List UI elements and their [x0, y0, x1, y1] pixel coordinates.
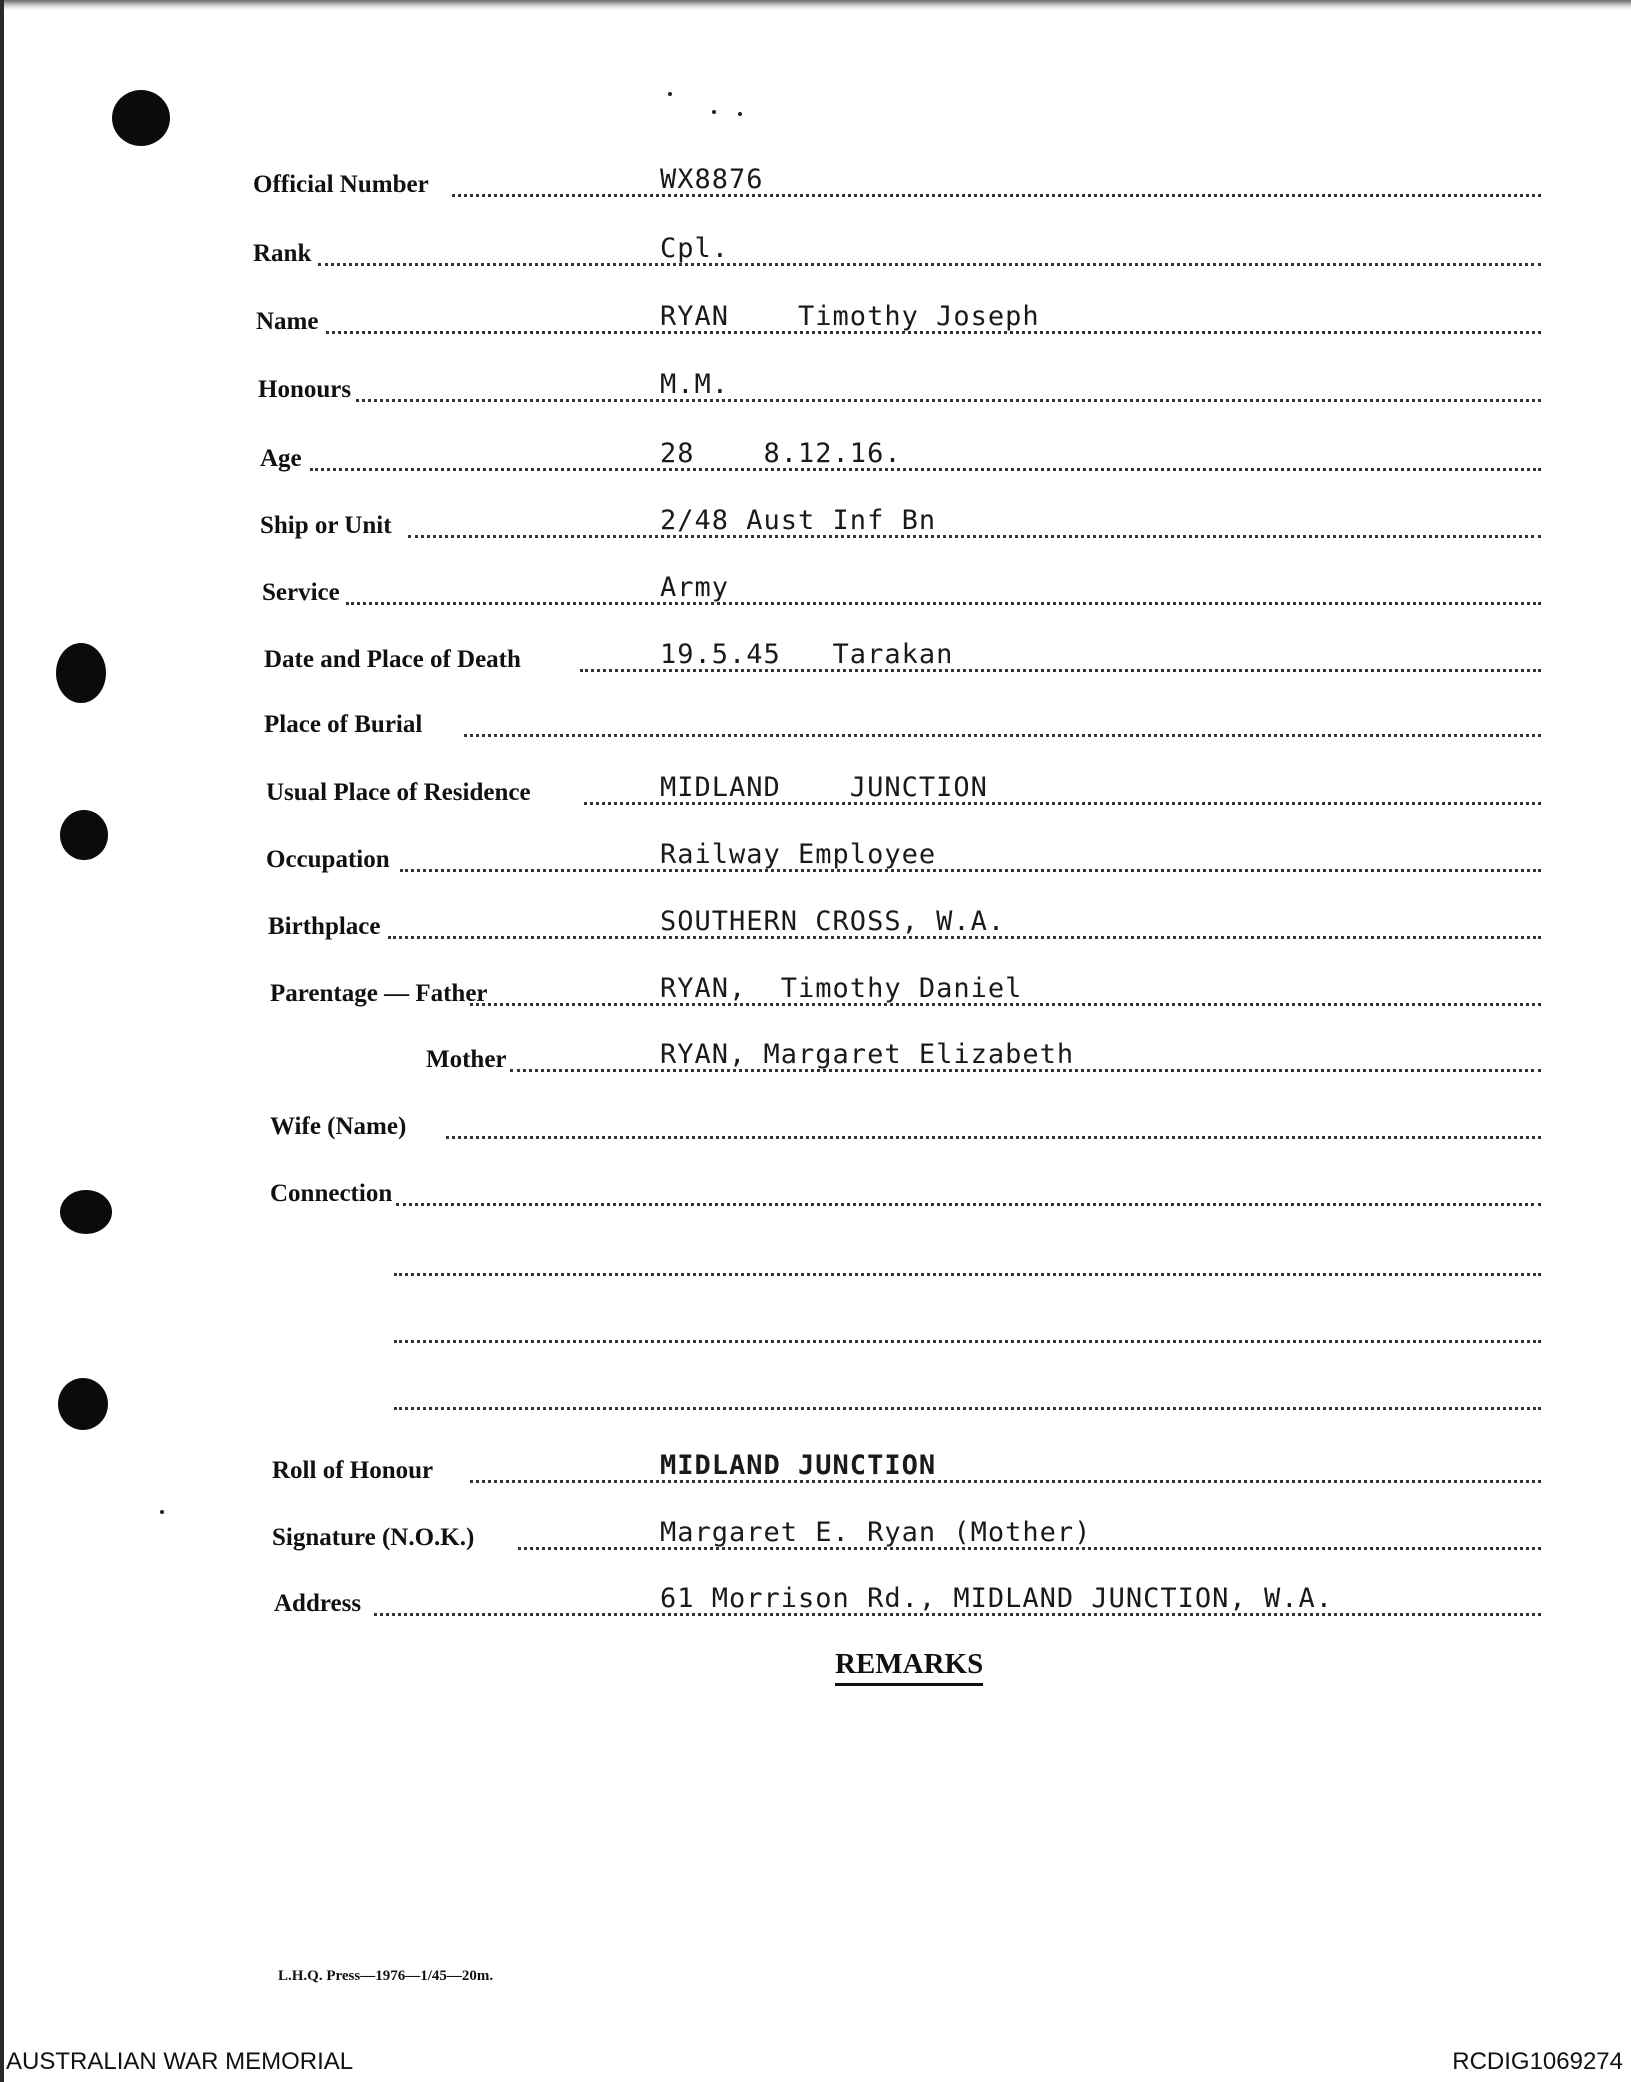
fill-line	[470, 1480, 1541, 1483]
field-label: Parentage — Father	[270, 980, 488, 1007]
field-label: Wife (Name)	[270, 1113, 407, 1140]
field-label: Connection	[270, 1180, 393, 1207]
fill-line	[452, 194, 1541, 197]
footer-institution: AUSTRALIAN WAR MEMORIAL	[6, 2048, 354, 2075]
field-label: Rank	[253, 240, 312, 267]
field-value: 61 Morrison Rd., MIDLAND JUNCTION, W.A.	[660, 1583, 1333, 1614]
field-value: WX8876	[660, 164, 764, 195]
field-name	[0, 294, 1631, 342]
field-roll-of-honour	[0, 1443, 1631, 1491]
fill-line	[346, 602, 1541, 605]
field-occupation	[0, 832, 1631, 880]
field-value: 2/48 Aust Inf Bn	[660, 505, 937, 536]
fill-line	[394, 1340, 1541, 1343]
field-label: Address	[274, 1590, 362, 1617]
connection-extra-line	[0, 1303, 1631, 1351]
field-label: Service	[262, 579, 340, 606]
footer-record-id: RCDIG1069274	[1452, 2048, 1623, 2075]
field-value: SOUTHERN CROSS, W.A.	[660, 906, 1006, 937]
ink-speck	[668, 92, 672, 96]
remarks-heading: REMARKS	[835, 1648, 983, 1686]
ink-speck	[712, 110, 716, 114]
ink-speck	[738, 112, 742, 116]
field-wife	[0, 1099, 1631, 1147]
scan-top-edge	[0, 0, 1631, 10]
field-signature	[0, 1510, 1631, 1558]
fill-line	[318, 263, 1541, 266]
fill-line	[408, 535, 1541, 538]
press-imprint: L.H.Q. Press—1976—1/45—20m.	[278, 1968, 494, 1984]
fill-line	[394, 1273, 1541, 1276]
fill-line	[464, 734, 1541, 737]
punch-hole	[112, 90, 170, 146]
fill-line	[356, 399, 1541, 402]
field-value: M.M.	[660, 369, 730, 400]
fill-line	[446, 1136, 1541, 1139]
field-label: Roll of Honour	[272, 1457, 434, 1484]
field-label: Birthplace	[268, 913, 381, 940]
connection-extra-line	[0, 1236, 1631, 1284]
field-service	[0, 565, 1631, 613]
fill-line	[310, 468, 1541, 471]
field-father	[0, 966, 1631, 1014]
field-value: RYAN Timothy Joseph	[660, 301, 1040, 332]
field-label: Place of Burial	[264, 711, 423, 738]
field-label: Occupation	[266, 846, 390, 873]
field-date-place-of-death	[0, 632, 1631, 680]
field-usual-residence	[0, 765, 1631, 813]
field-official-number	[0, 157, 1631, 205]
field-value: 19.5.45 Tarakan	[660, 639, 954, 670]
field-label: Official Number	[253, 171, 429, 198]
field-address	[0, 1576, 1631, 1624]
field-label: Age	[260, 445, 302, 472]
field-label: Name	[256, 308, 319, 335]
field-value: MIDLAND JUNCTION	[660, 772, 988, 803]
field-value: RYAN, Timothy Daniel	[660, 973, 1023, 1004]
field-birthplace	[0, 899, 1631, 947]
fill-line	[396, 1203, 1541, 1206]
field-value: MIDLAND JUNCTION	[660, 1450, 937, 1481]
connection-extra-line	[0, 1370, 1631, 1418]
field-value: Army	[660, 572, 730, 603]
field-label: Ship or Unit	[260, 512, 392, 539]
fill-line	[394, 1407, 1541, 1410]
field-label: Signature (N.O.K.)	[272, 1524, 475, 1551]
field-age	[0, 431, 1631, 479]
field-value: Railway Employee	[660, 839, 937, 870]
archive-footer	[0, 2048, 1631, 2082]
field-label: Honours	[258, 376, 352, 403]
field-label: Mother	[426, 1046, 507, 1073]
field-ship-or-unit	[0, 498, 1631, 546]
field-label: Usual Place of Residence	[266, 779, 531, 806]
field-rank	[0, 226, 1631, 274]
field-value: 28 8.12.16.	[660, 438, 902, 469]
field-value: Cpl.	[660, 233, 730, 264]
field-place-of-burial	[0, 697, 1631, 745]
fill-line	[400, 869, 1541, 872]
field-value: RYAN, Margaret Elizabeth	[660, 1039, 1075, 1070]
field-label: Date and Place of Death	[264, 646, 521, 673]
field-connection	[0, 1166, 1631, 1214]
field-honours	[0, 362, 1631, 410]
field-value: Margaret E. Ryan (Mother)	[660, 1517, 1092, 1548]
field-mother	[0, 1032, 1631, 1080]
